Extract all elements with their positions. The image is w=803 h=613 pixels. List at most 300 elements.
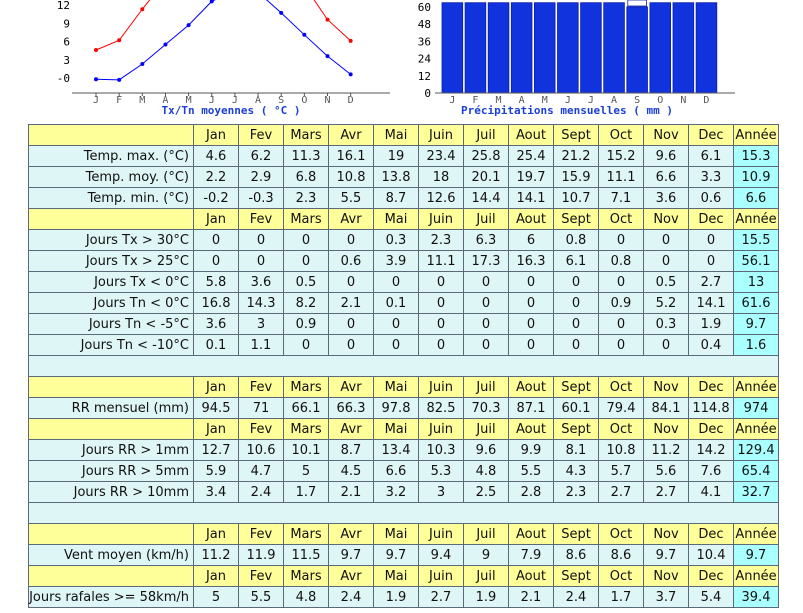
table-cell: 9.9 (509, 440, 554, 461)
month-header: Jan (194, 377, 239, 398)
table-cell: 25.4 (509, 146, 554, 167)
annual-value: 15.3 (734, 146, 779, 167)
table-cell: 1.7 (599, 587, 644, 608)
header-corner (29, 125, 194, 146)
month-header: Mars (284, 125, 329, 146)
y-tick-label: 12 (56, 0, 70, 12)
row-label: Jours RR > 5mm (29, 461, 194, 482)
table-cell: 1.9 (374, 587, 419, 608)
row-label: Jours Tx > 30°C (29, 230, 194, 251)
table-cell: 4.8 (284, 587, 329, 608)
table-cell: 0.6 (329, 251, 374, 272)
table-cell: 2.4 (554, 587, 599, 608)
month-header: Mai (374, 566, 419, 587)
table-cell: 3.9 (374, 251, 419, 272)
table-cell: 6.3 (464, 230, 509, 251)
table-cell: 0 (284, 335, 329, 356)
table-cell: 3.2 (374, 482, 419, 503)
table-cell: 0 (689, 251, 734, 272)
row-label: Jours rafales >= 58km/h (29, 587, 194, 608)
month-header: Juin (419, 566, 464, 587)
month-header: Dec (689, 566, 734, 587)
tn-point (326, 54, 330, 58)
table-cell: 0 (329, 230, 374, 251)
table-cell: 11.5 (284, 545, 329, 566)
tn-point (187, 23, 191, 27)
x-tick-label: O (657, 95, 664, 106)
table-cell: 2.8 (509, 482, 554, 503)
month-header: Fev (239, 209, 284, 230)
table-cell: 0 (464, 293, 509, 314)
month-header: Sept (554, 524, 599, 545)
table-cell: 0.5 (644, 272, 689, 293)
month-header: Jan (194, 125, 239, 146)
x-axis-title: Tx/Tn moyennes ( °C ) (161, 104, 301, 117)
precip-bar (488, 3, 509, 93)
table-cell: 0 (239, 251, 284, 272)
row-label: Jours Tx > 25°C (29, 251, 194, 272)
table-cell: 10.8 (599, 440, 644, 461)
precip-bar (558, 3, 579, 93)
table-cell: 14.1 (509, 188, 554, 209)
month-header: Aout (509, 125, 554, 146)
table-row (29, 398, 779, 419)
table-cell: 0 (644, 251, 689, 272)
annual-value: 1.6 (734, 335, 779, 356)
table-cell: 0 (509, 335, 554, 356)
month-header: Année (734, 524, 779, 545)
table-cell: 0 (419, 272, 464, 293)
table-row (29, 188, 779, 209)
table-cell: 20.1 (464, 167, 509, 188)
table-cell: 6.1 (689, 146, 734, 167)
x-tick-label: F (116, 95, 123, 106)
row-label: Jours RR > 1mm (29, 440, 194, 461)
table-cell: 2.3 (419, 230, 464, 251)
table-cell: 0 (284, 230, 329, 251)
table-cell: 0 (239, 230, 284, 251)
month-header: Avr (329, 209, 374, 230)
table-cell: 0.8 (554, 230, 599, 251)
month-header: Juin (419, 419, 464, 440)
month-header-row (29, 125, 779, 146)
climate-table (28, 124, 779, 608)
table-cell: 10.6 (239, 440, 284, 461)
table-cell: 0 (419, 293, 464, 314)
x-tick-label: N (680, 95, 687, 106)
header-corner (29, 566, 194, 587)
table-cell: 15.9 (554, 167, 599, 188)
table-cell: 0 (194, 251, 239, 272)
month-header: Fev (239, 125, 284, 146)
tn-point (117, 78, 121, 82)
precip-bar (534, 3, 555, 93)
table-cell: 2.5 (464, 482, 509, 503)
month-header: Année (734, 377, 779, 398)
table-cell: 5.9 (194, 461, 239, 482)
annual-value: 9.7 (734, 545, 779, 566)
table-cell: 0 (689, 230, 734, 251)
table-cell: 94.5 (194, 398, 239, 419)
y-tick-label: 48 (417, 18, 431, 32)
table-cell: 0 (644, 230, 689, 251)
table-row (29, 314, 779, 335)
x-tick-label: M (541, 95, 548, 106)
table-cell: 13.4 (374, 440, 419, 461)
row-label: Jours Tx < 0°C (29, 272, 194, 293)
x-tick-label: O (301, 95, 308, 106)
month-header: Fev (239, 566, 284, 587)
table-cell: 15.2 (599, 146, 644, 167)
table-cell: 5.7 (599, 461, 644, 482)
header-corner (29, 419, 194, 440)
precip-bar (650, 3, 671, 93)
month-header: Dec (689, 377, 734, 398)
x-tick-label: D (347, 95, 354, 106)
x-tick-label: A (611, 95, 618, 106)
table-cell: 16.3 (509, 251, 554, 272)
table-cell: 5.5 (329, 188, 374, 209)
month-header: Nov (644, 209, 689, 230)
annual-value: 9.7 (734, 314, 779, 335)
table-cell: 0 (374, 335, 419, 356)
table-cell: 1.9 (464, 587, 509, 608)
bar-marker (628, 0, 647, 6)
table-cell: 19 (374, 146, 419, 167)
table-row (29, 251, 779, 272)
month-header: Sept (554, 377, 599, 398)
month-header: Avr (329, 524, 374, 545)
row-label: Jours Tn < 0°C (29, 293, 194, 314)
month-header: Mai (374, 377, 419, 398)
month-header: Dec (689, 419, 734, 440)
table-cell: 12.7 (194, 440, 239, 461)
table-row (29, 440, 779, 461)
table-cell: 6.6 (644, 167, 689, 188)
table-cell: 8.7 (374, 188, 419, 209)
table-cell: 0.9 (599, 293, 644, 314)
table-row (29, 482, 779, 503)
month-header: Nov (644, 419, 689, 440)
table-cell: 9 (464, 545, 509, 566)
tn-point (302, 33, 306, 37)
month-header: Nov (644, 125, 689, 146)
y-tick-label: 12 (417, 69, 431, 83)
table-cell: 11.1 (419, 251, 464, 272)
table-cell: 8.1 (554, 440, 599, 461)
annual-value: 61.6 (734, 293, 779, 314)
table-cell: 0 (509, 272, 554, 293)
month-header: Oct (599, 377, 644, 398)
table-cell: 6.6 (374, 461, 419, 482)
table-row (29, 167, 779, 188)
table-cell: 4.6 (194, 146, 239, 167)
month-header: Avr (329, 125, 374, 146)
table-cell: 97.8 (374, 398, 419, 419)
x-tick-label: J (208, 95, 215, 106)
precip-bar (604, 3, 625, 93)
annual-value: 13 (734, 272, 779, 293)
annual-value: 39.4 (734, 587, 779, 608)
table-cell: 6 (509, 230, 554, 251)
table-cell: 4.3 (554, 461, 599, 482)
table-cell: 2.7 (644, 482, 689, 503)
table-cell: 2.3 (554, 482, 599, 503)
x-tick-label: M (185, 95, 192, 106)
table-cell: 2.1 (329, 482, 374, 503)
table-cell: 0 (284, 251, 329, 272)
annual-value: 974 (734, 398, 779, 419)
row-label: Temp. moy. (°C) (29, 167, 194, 188)
month-header: Jan (194, 419, 239, 440)
table-cell: 11.9 (239, 545, 284, 566)
x-axis-title: Précipitations mensuelles ( mm ) (461, 104, 673, 117)
tn-point (140, 62, 144, 66)
table-cell: 0 (554, 272, 599, 293)
table-cell: 60.1 (554, 398, 599, 419)
table-cell: 14.3 (239, 293, 284, 314)
table-cell: 10.8 (329, 167, 374, 188)
month-header: Nov (644, 566, 689, 587)
table-row (29, 545, 779, 566)
table-cell: 8.2 (284, 293, 329, 314)
table-cell: 2.1 (329, 293, 374, 314)
table-cell: 5.4 (689, 587, 734, 608)
table-cell: 0 (599, 272, 644, 293)
table-cell: 0 (329, 314, 374, 335)
precip-bar (465, 3, 486, 93)
month-header: Avr (329, 566, 374, 587)
annual-value: 10.9 (734, 167, 779, 188)
table-cell: 3.6 (194, 314, 239, 335)
table-cell: 84.1 (644, 398, 689, 419)
row-label: Jours Tn < -10°C (29, 335, 194, 356)
table-cell: 0.5 (284, 272, 329, 293)
table-cell: 0 (599, 230, 644, 251)
table-cell: 9.4 (419, 545, 464, 566)
temperature-chart-svg (56, 0, 400, 120)
table-cell: 6.2 (239, 146, 284, 167)
month-header: Oct (599, 419, 644, 440)
table-cell: 2.9 (239, 167, 284, 188)
annual-value: 6.6 (734, 188, 779, 209)
table-cell: 0 (554, 293, 599, 314)
table-cell: 11.2 (644, 440, 689, 461)
month-header: Aout (509, 209, 554, 230)
month-header: Dec (689, 209, 734, 230)
table-cell: 0 (374, 314, 419, 335)
y-tick-label: 36 (417, 35, 431, 49)
table-cell: 0 (599, 314, 644, 335)
table-cell: 0.4 (689, 335, 734, 356)
month-header: Fev (239, 419, 284, 440)
y-tick-label: 3 (63, 53, 70, 67)
table-cell: 16.8 (194, 293, 239, 314)
table-cell: 66.1 (284, 398, 329, 419)
month-header: Mai (374, 209, 419, 230)
month-header: Dec (689, 125, 734, 146)
table-cell: 4.5 (329, 461, 374, 482)
table-cell: 114.8 (689, 398, 734, 419)
x-tick-label: J (92, 95, 100, 106)
spacer-cell (29, 356, 779, 377)
table-cell: 2.7 (419, 587, 464, 608)
table-cell: 6.8 (284, 167, 329, 188)
table-cell: 4.1 (689, 482, 734, 503)
annual-value: 129.4 (734, 440, 779, 461)
month-header: Fev (239, 377, 284, 398)
table-cell: 5.8 (194, 272, 239, 293)
month-header: Mars (284, 524, 329, 545)
y-tick-label: 60 (417, 1, 431, 14)
table-cell: 0.3 (644, 314, 689, 335)
y-tick-label: -0 (56, 72, 70, 85)
row-label: Jours RR > 10mm (29, 482, 194, 503)
month-header: Juin (419, 125, 464, 146)
table-cell: 3.6 (239, 272, 284, 293)
row-label: Vent moyen (km/h) (29, 545, 194, 566)
month-header: Aout (509, 377, 554, 398)
tx-point (140, 7, 144, 11)
tx-point (94, 48, 98, 52)
table-cell: 5.2 (644, 293, 689, 314)
annual-value: 56.1 (734, 251, 779, 272)
precip-bar (511, 3, 532, 93)
table-cell: 2.2 (194, 167, 239, 188)
y-tick-label: 24 (417, 52, 431, 66)
month-header: Dec (689, 524, 734, 545)
table-cell: 0 (464, 314, 509, 335)
month-header: Année (734, 209, 779, 230)
month-header: Mars (284, 209, 329, 230)
table-cell: -0.2 (194, 188, 239, 209)
table-cell: 3.6 (644, 188, 689, 209)
table-cell: 4.7 (239, 461, 284, 482)
table-cell: 1.7 (284, 482, 329, 503)
month-header-row (29, 209, 779, 230)
table-cell: 3 (419, 482, 464, 503)
spacer-cell (29, 503, 779, 524)
table-cell: 10.4 (689, 545, 734, 566)
month-header: Jan (194, 209, 239, 230)
table-cell: 11.2 (194, 545, 239, 566)
temperature-chart (56, 0, 400, 120)
annual-value: 15.5 (734, 230, 779, 251)
table-cell: 23.4 (419, 146, 464, 167)
spacer-row (29, 356, 779, 377)
table-row (29, 587, 779, 608)
table-cell: 0 (554, 335, 599, 356)
annual-value: 32.7 (734, 482, 779, 503)
table-cell: 87.1 (509, 398, 554, 419)
tn-point (349, 72, 353, 76)
tn-point (279, 11, 283, 15)
table-row (29, 335, 779, 356)
table-cell: 0 (509, 314, 554, 335)
month-header: Année (734, 566, 779, 587)
x-tick-label: N (324, 95, 331, 106)
table-cell: 0.1 (194, 335, 239, 356)
month-header: Juil (464, 125, 509, 146)
table-row (29, 461, 779, 482)
precip-bar (442, 3, 463, 93)
header-corner (29, 377, 194, 398)
row-label: Temp. min. (°C) (29, 188, 194, 209)
month-header: Fev (239, 524, 284, 545)
table-cell: 0 (644, 335, 689, 356)
month-header: Aout (509, 524, 554, 545)
x-tick-label: F (472, 95, 479, 106)
table-cell: 3.4 (194, 482, 239, 503)
table-cell: 5.5 (239, 587, 284, 608)
table-cell: 2.3 (284, 188, 329, 209)
month-header: Sept (554, 125, 599, 146)
table-cell: 70.3 (464, 398, 509, 419)
table-row (29, 293, 779, 314)
precipitation-chart-svg (405, 0, 745, 120)
month-header: Année (734, 125, 779, 146)
table-cell: 0 (374, 272, 419, 293)
precip-bar (581, 3, 602, 93)
table-cell: 82.5 (419, 398, 464, 419)
table-cell: 10.1 (284, 440, 329, 461)
table-cell: 0 (464, 335, 509, 356)
table-cell: 3.7 (644, 587, 689, 608)
x-tick-label: J (231, 95, 238, 106)
table-cell: 0.6 (689, 188, 734, 209)
table-cell: 66.3 (329, 398, 374, 419)
table-cell: 14.2 (689, 440, 734, 461)
table-cell: 5 (194, 587, 239, 608)
table-cell: 9.6 (464, 440, 509, 461)
table-cell: 2.4 (329, 587, 374, 608)
table-cell: 16.1 (329, 146, 374, 167)
table-cell: 4.8 (464, 461, 509, 482)
table-cell: 0 (464, 272, 509, 293)
month-header: Sept (554, 419, 599, 440)
month-header-row (29, 566, 779, 587)
x-tick-label: A (255, 95, 262, 106)
table-cell: 19.7 (509, 167, 554, 188)
table-cell: 25.8 (464, 146, 509, 167)
table-row (29, 146, 779, 167)
month-header: Mai (374, 125, 419, 146)
table-cell: 2.1 (509, 587, 554, 608)
table-cell: 9.7 (374, 545, 419, 566)
month-header: Juil (464, 377, 509, 398)
x-tick-label: J (564, 95, 571, 106)
month-header: Oct (599, 566, 644, 587)
month-header-row (29, 377, 779, 398)
precipitation-chart (405, 0, 745, 120)
row-label: RR mensuel (mm) (29, 398, 194, 419)
x-tick-label: J (587, 95, 594, 106)
table-cell: 21.2 (554, 146, 599, 167)
month-header: Année (734, 419, 779, 440)
table-cell: 0.9 (284, 314, 329, 335)
month-header: Mars (284, 566, 329, 587)
table-cell: 7.6 (689, 461, 734, 482)
table-cell: 0 (599, 335, 644, 356)
month-header: Juil (464, 524, 509, 545)
table-cell: 0 (329, 272, 374, 293)
month-header: Sept (554, 209, 599, 230)
table-cell: 5.6 (644, 461, 689, 482)
tx-point (326, 18, 330, 22)
table-cell: 8.6 (554, 545, 599, 566)
precip-bar (673, 3, 694, 93)
table-cell: 9.7 (329, 545, 374, 566)
